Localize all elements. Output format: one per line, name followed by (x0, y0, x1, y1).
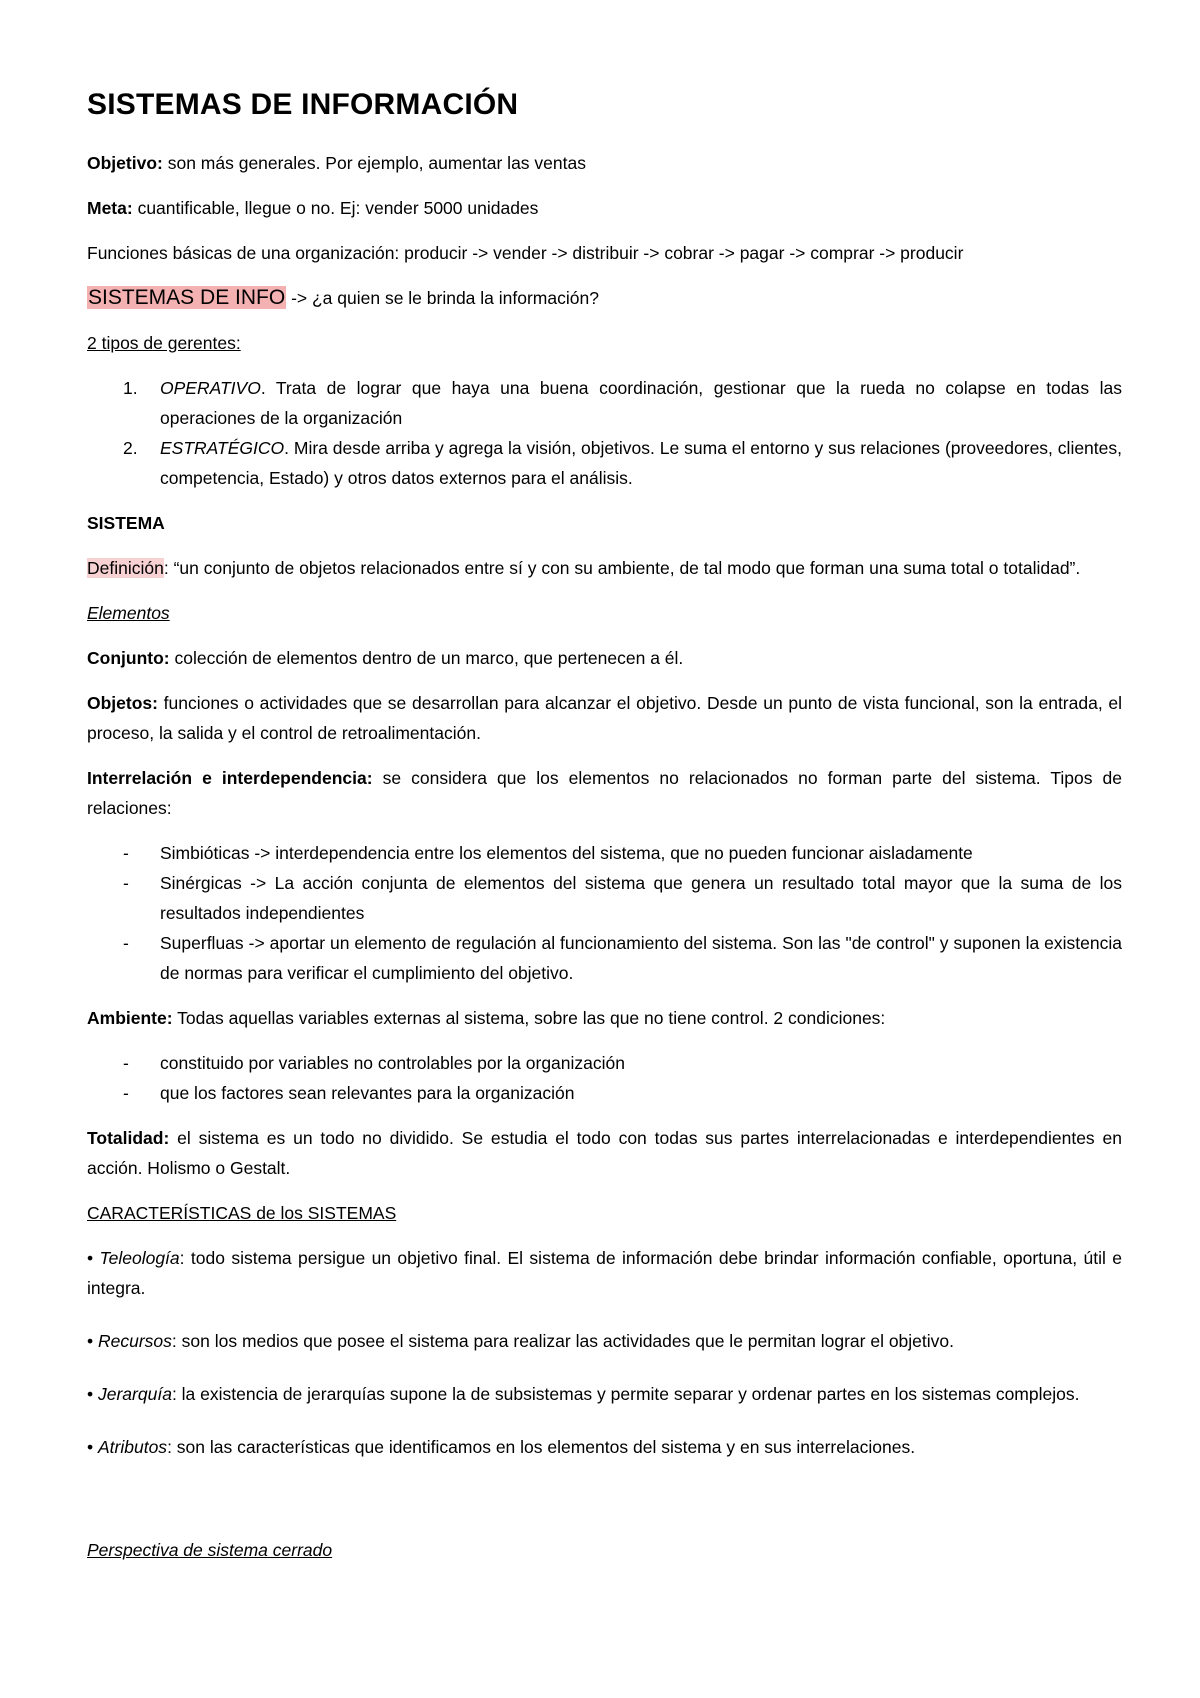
bullet-marker: • (87, 1331, 98, 1351)
gerentes-heading-text: 2 tipos de gerentes: (87, 333, 241, 353)
gerentes-heading (87, 328, 1122, 358)
elementos-heading (87, 598, 1122, 628)
definicion-paragraph (87, 553, 1122, 583)
list-item (87, 838, 1122, 868)
caracteristica-item (87, 1326, 1122, 1356)
caracteristica-label: Recursos (98, 1331, 172, 1351)
document-page (87, 80, 1122, 1580)
totalidad-paragraph (87, 1123, 1122, 1183)
caracteristica-item (87, 1432, 1122, 1462)
conjunto-text: colección de elementos dentro de un marco, que pertenecen a él. (169, 648, 684, 668)
sistema-heading-text: SISTEMA (87, 513, 165, 533)
dash-marker: - (123, 1083, 129, 1103)
totalidad-text: el sistema es un todo no dividido. Se estudia el todo con todas sus partes interrelacionadas e interdependientes en acción. Holismo o Gestalt. (87, 1128, 1122, 1178)
bullet-marker: • (87, 1384, 98, 1404)
dash-marker: - (123, 933, 129, 953)
dash-marker: - (123, 1053, 129, 1073)
objetos-paragraph (87, 688, 1122, 748)
bullet-marker: • (87, 1437, 98, 1457)
condicion-text: que los factores sean relevantes para la organización (160, 1083, 575, 1103)
meta-label: Meta: (87, 198, 133, 218)
gerentes-list (87, 373, 1122, 493)
caracteristica-item (87, 1379, 1122, 1409)
sist-info-highlight: SISTEMAS DE INFO (88, 286, 286, 309)
caracteristica-label: Teleología (99, 1248, 180, 1268)
caracteristica-label: Jerarquía (98, 1384, 172, 1404)
ambiente-text: Todas aquellas variables externas al sistema, sobre las que no tiene control. 2 condiciones: (172, 1008, 886, 1028)
caracteristica-label: Atributos (98, 1437, 168, 1457)
condiciones-list (87, 1048, 1122, 1108)
funciones-paragraph: Funciones básicas de una organización: producir -> vender -> distribuir -> cobrar -> pagar -> comprar -> producir (87, 243, 964, 263)
caracteristica-text: : todo sistema persigue un objetivo final. El sistema de información debe brindar información confiable, oportuna, útil e integra. (87, 1248, 1122, 1298)
objetivo-label: Objetivo: (87, 153, 163, 173)
ambiente-paragraph (87, 1003, 1122, 1033)
perspectiva-heading (87, 1535, 1122, 1565)
interrelacion-label: Interrelación e interdependencia: (87, 768, 373, 788)
objetos-text: funciones o actividades que se desarrollan para alcanzar el objetivo. Desde un punto de vista funcional, son la entrada, el proceso, la salida y el control de retroalimentación. (87, 693, 1122, 743)
totalidad-label: Totalidad: (87, 1128, 170, 1148)
sist-info-text: -> ¿a quien se le brinda la información? (286, 288, 599, 308)
interrelacion-paragraph (87, 763, 1122, 823)
conjunto-paragraph (87, 643, 1122, 673)
list-item (87, 868, 1122, 928)
list-item (87, 433, 1122, 493)
relaciones-list (87, 838, 1122, 988)
objetivo-paragraph (87, 148, 1122, 178)
perspectiva-heading-text: Perspectiva de sistema cerrado (87, 1540, 333, 1560)
bullet-marker: • (87, 1248, 100, 1268)
list-item (87, 1078, 1122, 1108)
ambiente-label: Ambiente: (87, 1008, 173, 1028)
conjunto-label: Conjunto: (87, 648, 170, 668)
caracteristica-item (87, 1243, 1122, 1303)
caracteristica-text: : son las características que identificamos en los elementos del sistema y en sus interrelaciones. (167, 1437, 916, 1457)
gerente-label: OPERATIVO (160, 378, 261, 398)
caracteristicas-heading (87, 1198, 1122, 1228)
gerente-text: . Mira desde arriba y agrega la visión, objetivos. Le suma el entorno y sus relaciones (proveedores, clientes, competencia, Estado) y otros datos externos para el análisis. (160, 438, 1122, 488)
relacion-text: Sinérgicas -> La acción conjunta de elementos del sistema que genera un resultado total mayor que la suma de los resultados independientes (160, 873, 1122, 923)
spacer (87, 1485, 1122, 1535)
objetos-label: Objetos: (87, 693, 158, 713)
dash-marker: - (123, 873, 129, 893)
sistema-heading (87, 508, 1122, 538)
list-number: 2. (123, 438, 138, 458)
sist-info-paragraph (87, 283, 1122, 313)
elementos-heading-text: Elementos (87, 603, 170, 623)
definicion-text: : “un conjunto de objetos relacionados entre sí y con su ambiente, de tal modo que forman una suma total o totalidad”. (163, 558, 1081, 578)
condicion-text: constituido por variables no controlables por la organización (160, 1053, 625, 1073)
relacion-text: Simbióticas -> interdependencia entre los elementos del sistema, que no pueden funcionar aisladamente (160, 843, 973, 863)
page-title: SISTEMAS DE INFORMACIÓN (87, 88, 519, 121)
caracteristica-text: : la existencia de jerarquías supone la de subsistemas y permite separar y ordenar partes en los sistemas complejos. (171, 1384, 1080, 1404)
list-item (87, 373, 1122, 433)
definicion-label: Definición (87, 558, 164, 578)
list-item (87, 1048, 1122, 1078)
list-number: 1. (123, 378, 138, 398)
gerente-label: ESTRATÉGICO (160, 438, 285, 458)
list-item (87, 928, 1122, 988)
dash-marker: - (123, 843, 129, 863)
relacion-text: Superfluas -> aportar un elemento de regulación al funcionamiento del sistema. Son las "de control" y suponen la existencia de normas para verificar el cumplimiento del objetivo. (160, 933, 1122, 983)
meta-paragraph (87, 193, 1122, 223)
caracteristicas-heading-text: CARACTERÍSTICAS de los SISTEMAS (87, 1203, 397, 1223)
caracteristica-text: : son los medios que posee el sistema para realizar las actividades que le permitan lograr el objetivo. (171, 1331, 955, 1351)
meta-text: cuantificable, llegue o no. Ej: vender 5000 unidades (132, 198, 539, 218)
objetivo-text: son más generales. Por ejemplo, aumentar las ventas (162, 153, 586, 173)
gerente-text: . Trata de lograr que haya una buena coordinación, gestionar que la rueda no colapse en todas las operaciones de la organización (160, 378, 1122, 428)
interrelacion-text: se considera que los elementos no relacionados no forman parte del sistema. Tipos de relaciones: (87, 768, 1122, 818)
